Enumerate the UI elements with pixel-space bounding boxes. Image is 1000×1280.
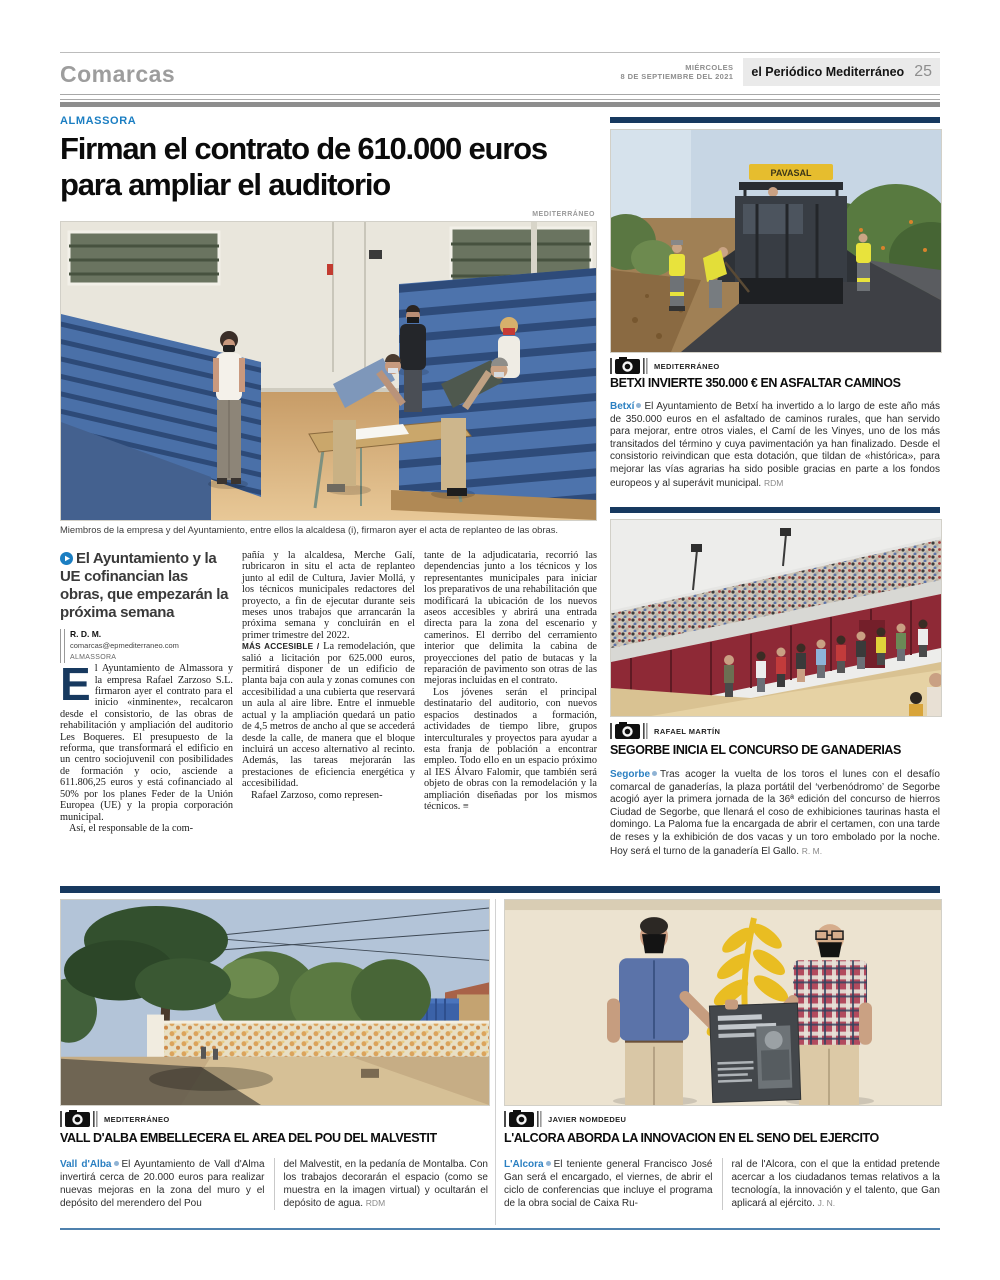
camera-icon [610, 357, 648, 375]
betxi-headline: BETXÍ INVIERTE 350.000 € EN ASFALTAR CAMINOS [610, 377, 901, 390]
byline [60, 629, 233, 663]
section-title: Comarcas [60, 61, 176, 87]
betxi-credit [610, 357, 720, 375]
play-bullet-icon [60, 552, 73, 565]
betxi-photo [610, 129, 942, 353]
lead-dot [636, 403, 641, 408]
standfirst-text: El Ayuntamiento y la UE cofinancian las obras, que empezarán la próxima semana [60, 550, 229, 621]
masthead-box [743, 58, 940, 86]
alcora-lead: L'Alcora [504, 1159, 544, 1170]
segorbe-signoff: R. M. [801, 845, 823, 856]
betxi-lead: Betxí [610, 401, 635, 412]
segorbe-top-bar [610, 507, 940, 513]
segorbe-body: Segorbe Tras acoger la vuelta de los toros el lunes con el desafío comarcal de ganaderías, la plaza portátil del ‘verbenódromo’ de Segorbe acogió ayer la primera jornada de la 36ª edición del concurso de hierros Ciudad de Segorbe, que llenará el coso de exhibiciones taurinas hasta el domingo. La Paloma fue la encargada de abrir el certamen, con una tarde de reses y la exhibición de dos vacas y un toro embolado por la noche. Hoy será el turno de la ganadería El Gallo. R. M. [610, 769, 940, 857]
betxi-body: Betxí El Ayuntamiento de Betxí ha invertido a lo largo de este año más de 350.000 euros en el asfaltado de caminos rurales, que han servido para mejorar, entre otros viales, el Camí de les Vinyes, uno de los más transitados del término y cuya pavimentación ya han finalizado. Desde el consistorio reivindican que esta dotación, que tildan de «histórica», para mejorar las vías agrarias ha sido posible gracias en parte a los fondos europeos y al superávit municipal. RDM [610, 401, 940, 489]
segorbe-lead: Segorbe [610, 769, 651, 780]
event-poster [709, 1003, 800, 1102]
betxi-signoff: RDM [763, 477, 784, 488]
body-column-1 [60, 550, 233, 890]
segorbe-headline: SEGORBE INICIA EL CONCURSO DE GANADERÍAS [610, 744, 901, 757]
betxi-photo-art [611, 130, 941, 352]
vall-dalba-col1: Vall d'Alba El Ayuntamiento de Vall d'Alma invertirá cerca de 20.000 euros para realizar nuevas mejoras en la zona del muro y el depósito del merendero del Pou [60, 1159, 265, 1209]
credit-label: MEDITERRÁNEO [104, 1114, 170, 1124]
date: 8 DE SEPTIEMBRE DEL 2021 [620, 72, 734, 81]
byline-author: R. D. M. [70, 629, 102, 639]
camera-icon [504, 1110, 542, 1128]
betxi-top-bar [610, 117, 940, 123]
credit-label: MEDITERRÁNEO [654, 361, 720, 371]
lead-dot [546, 1161, 551, 1166]
vall-dalba-signoff: RDM [365, 1198, 386, 1208]
briefs-divider [495, 899, 496, 1225]
alcora-headline: L'ALCORA ABORDA LA INNOVACIÓN EN EL SENO DEL EJÉRCITO [504, 1132, 879, 1145]
paragraph: El Ayuntamiento de Almassora y la empresa Rafael Zarzoso S.L. firmaron ayer el contrato para el inicio «inminente», recalcaron desde el consistorio, de las obras de rehabilitación y ampliación del auditorio Les Boqueres. El presupuesto de la reforma, que transformará el edificio en un centro sociojuvenil con posibilidades de formación y ocio, asciende a 611.806,25 euros y está cofinanciado al 50% por los planes Feder de la Unión Europea (UE) y la propia corporación municipal. [60, 658, 233, 823]
credit-label: JAVIER NOMDEDEU [548, 1114, 627, 1124]
paragraph: tante de la adjudicataria, recorrió las dependencias junto a los técnicos y los representantes municipales para iniciar los preparativos de una rehabilitación que modificará la ubicación de los nuevos aseos accesibles y abrirá una entrada directa para la zona del escenario y camerinos. El derribo del cerramiento interior que delimita la cabina de proyecciones del patio de butacas y la reparación de pavimento son otras de las mejoras incluidas en el contrato. [424, 550, 597, 687]
paragraph: Rafael Zarzoso, como represen- [251, 789, 383, 801]
standfirst [60, 550, 233, 622]
alcora-col2: ral de l'Alcora, con el que la entidad pretende acercar a los ciudadanos temas relativos a la tecnología, la innovación y el talento, que Gan aplicará al ejército. J. N. [722, 1158, 941, 1210]
paragraph: pañía y la alcaldesa, Merche Galí, rubricaron in situ el acta de replanteo junto al edil de Cultura, Javier Mollá, y los técnicos municipales redactores del proyecto, a fin de ejecutar durante seis meses unos trabajos que arrancarán la próxima semana y concluirán en el primer trimestre del 2022. [242, 550, 415, 641]
vall-dalba-lead: Vall d'Alba [60, 1159, 112, 1170]
paragraph: Los jóvenes serán el principal destinatario del auditorio, con nuevos espacios destinados a formación, actividades de tiempo libre, grupos interculturales y proyectos para ayudar a esta franja de población a encontrar empleo. Todo ello en un espacio próximo al IES Álvaro Falomir, que también será objeto de obras con la remodelación y la ampliación diseñadas por los mismos técnicos. ≡ [424, 686, 597, 812]
paragraph: MÁS ACCESIBLE / La remodelación, que salió a licitación por 625.000 euros, permitirá disponer de un edificio de planta baja con aula y zonas comunes con accesibilidad a una cubierta que reservará un aula al aire libre. Entre el inmueble actual y la ampliación quedará un patio de 4,5 metros de ancho al que se accederá desde la calle, de manera que el bloque incluirá un acceso alternativo al recinto. Además, las tareas mejorarán las prestaciones de eficiencia energética y accesibilidad. [242, 641, 416, 790]
header-gray-bar [60, 102, 940, 107]
bottom-section-bar [60, 886, 940, 893]
segorbe-photo-art [611, 520, 941, 716]
alcora-photo-art [505, 900, 941, 1105]
vall-dalba-photo-art [61, 900, 489, 1105]
machine-brand-label: PAVASAL [770, 168, 812, 178]
auditorium-photo-art [61, 222, 596, 520]
byline-email: comarcas@epmediterraneo.com [70, 641, 179, 651]
vall-dalba-photo [60, 899, 490, 1106]
vall-dalba-body [60, 1158, 488, 1210]
vall-dalba-headline: VALL D'ALBA EMBELLECERÁ EL ÁREA DEL POU DEL MALVESTIT [60, 1132, 437, 1145]
camera-icon [60, 1110, 98, 1128]
header-double-rule [60, 94, 940, 100]
paragraph: Así, el responsable de la com- [69, 822, 194, 834]
segorbe-photo [610, 519, 942, 717]
date-block [621, 63, 734, 81]
article-headline: Firman el contrato de 610.000 euros para ampliar el auditorio [60, 131, 547, 202]
body-column-3 [424, 550, 597, 890]
alcora-col1: L'Alcora El teniente general Francisco José Gan será el encargado, el viernes, de abrir el ciclo de conferencias que incluye el programa de la obra social de Caixa Ru- [504, 1159, 713, 1209]
page-number: 25 [914, 63, 932, 80]
vall-dalba-credit [60, 1110, 170, 1128]
segorbe-credit [610, 722, 720, 740]
page-bottom-rule [60, 1228, 940, 1230]
main-photo-caption: Miembros de la empresa y del Ayuntamiento, entre ellos la alcaldesa (i), firmaron ayer el acta de replanteo de las obras. [60, 524, 558, 535]
drop-cap: E [60, 658, 91, 711]
header-top-rule [60, 52, 940, 53]
camera-icon [610, 722, 648, 740]
credit-label: RAFAEL MARTÍN [654, 726, 721, 736]
masthead: el Periódico Mediterráneo [751, 65, 905, 79]
header-right [621, 58, 940, 86]
lead-dot [652, 771, 657, 776]
vall-dalba-col2: del Malvestit, en la pedanía de Montalba. Con los trabajos decorarán el espacio (como se muestra en la imagen virtual) y ocultarán el depósito de agua. RDM [274, 1158, 489, 1210]
article-kicker: ALMASSORA [60, 115, 137, 127]
main-photo-credit: MEDITERRÁNEO [532, 211, 595, 218]
byline-place: ALMASSORA [70, 653, 117, 661]
alcora-body [504, 1158, 940, 1210]
auditorium-photo [60, 221, 597, 521]
weekday: MIÉRCOLES [685, 63, 734, 72]
run-in-subhead: MÁS ACCESIBLE / [242, 642, 320, 652]
article-body [60, 550, 597, 890]
alcora-credit [504, 1110, 626, 1128]
lead-dot [114, 1161, 119, 1166]
body-column-2 [242, 550, 415, 890]
alcora-photo [504, 899, 942, 1106]
alcora-signoff: J. N. [817, 1198, 836, 1208]
